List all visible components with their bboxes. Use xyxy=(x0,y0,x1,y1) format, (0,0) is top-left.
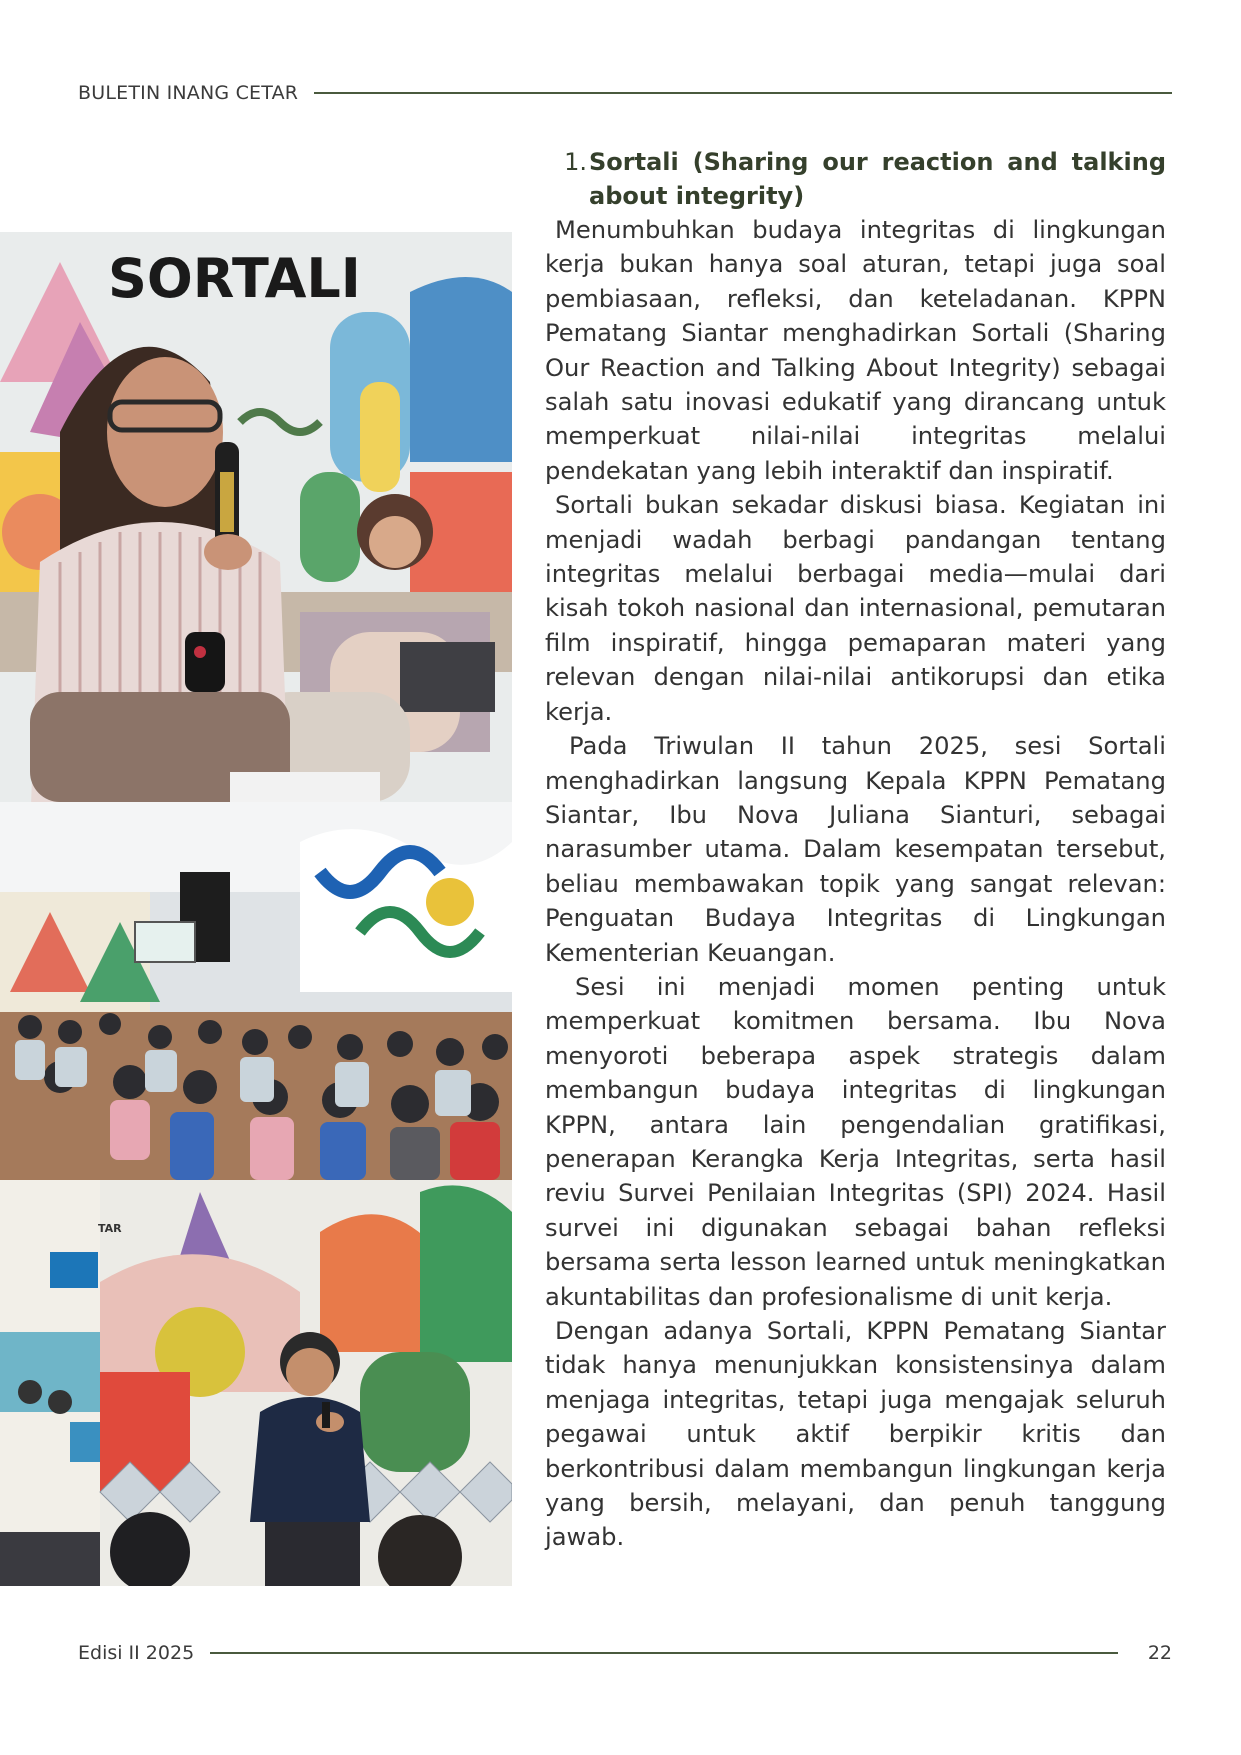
footer-rule xyxy=(210,1652,1118,1654)
paragraph-5: Dengan adanya Sortali, KPPN Pematang Siantar tidak hanya menunjukkan konsistensinya dalam menjaga integritas, tetapi juga mengajak seluruh pegawai untuk aktif berpikir kritis dan berkontribusi dalam membangun lingkungan kerja yang bersih, melayani, dan penuh tanggung jawab. xyxy=(545,1317,1166,1552)
edition-label: Edisi II 2025 xyxy=(78,1642,195,1664)
paragraph-3: Pada Triwulan II tahun 2025, sesi Sortali menghadirkan langsung Kepala KPPN Pematang Siantar, Ibu Nova Juliana Sianturi, sebagai narasumber utama. Dalam kesempatan tersebut, beliau membawakan topik yang sangat relevan: Penguatan Budaya Integritas di Lingkungan Kementerian Keuangan. xyxy=(545,732,1166,967)
sortali-banner-text: SORTALI xyxy=(108,247,361,310)
photo-audience-hall xyxy=(0,802,512,1180)
photo-speaker-woman xyxy=(0,232,512,832)
page-number: 22 xyxy=(1147,1642,1172,1664)
section-number: 1. xyxy=(564,148,587,176)
wall-sign-text: TAR xyxy=(98,1222,122,1235)
paragraph-4: Sesi ini menjadi momen penting untuk memperkuat komitmen bersama. Ibu Nova menyoroti beberapa aspek strategis dalam membangun budaya integritas di lingkungan KPPN, antara lain pengendalian gratifikasi, penerapan Kerangka Kerja Integritas, serta hasil reviu Survei Penilaian Integritas (SPI) 2024. Hasil survei ini digunakan sebagai bahan refleksi bersama serta lesson learned untuk meningkatkan akuntabilitas dan profesionalisme di unit kerja. xyxy=(545,972,1166,1311)
page-footer xyxy=(78,1638,1172,1668)
page-header xyxy=(78,78,1172,108)
section-heading xyxy=(545,145,1166,213)
article-body xyxy=(545,213,1166,1555)
section-title: Sortali (Sharing our reaction and talking about integrity) xyxy=(589,148,1166,210)
paragraph-1: Menumbuhkan budaya integritas di lingkungan kerja bukan hanya soal aturan, tetapi juga soal pembiasaan, refleksi, dan keteladanan. KPPN Pematang Siantar menghadirkan Sortali (Sharing Our Reaction and Talking About Integrity) sebagai salah satu inovasi edukatif yang dirancang untuk memperkuat nilai-nilai integritas melalui pendekatan yang lebih interaktif dan inspiratif. xyxy=(545,216,1166,485)
photo-collage xyxy=(0,232,512,1586)
article-sortali xyxy=(545,145,1166,1555)
photo-speaker-man xyxy=(0,1180,512,1586)
header-rule xyxy=(314,92,1172,94)
bulletin-title: BULETIN INANG CETAR xyxy=(78,82,299,104)
paragraph-2: Sortali bukan sekadar diskusi biasa. Kegiatan ini menjadi wadah berbagi pandangan tentang integritas melalui berbagai media—mulai dari kisah tokoh nasional dan internasional, pemutaran film inspiratif, hingga pemaparan materi yang relevan dengan nilai-nilai antikorupsi dan etika kerja. xyxy=(545,491,1166,726)
